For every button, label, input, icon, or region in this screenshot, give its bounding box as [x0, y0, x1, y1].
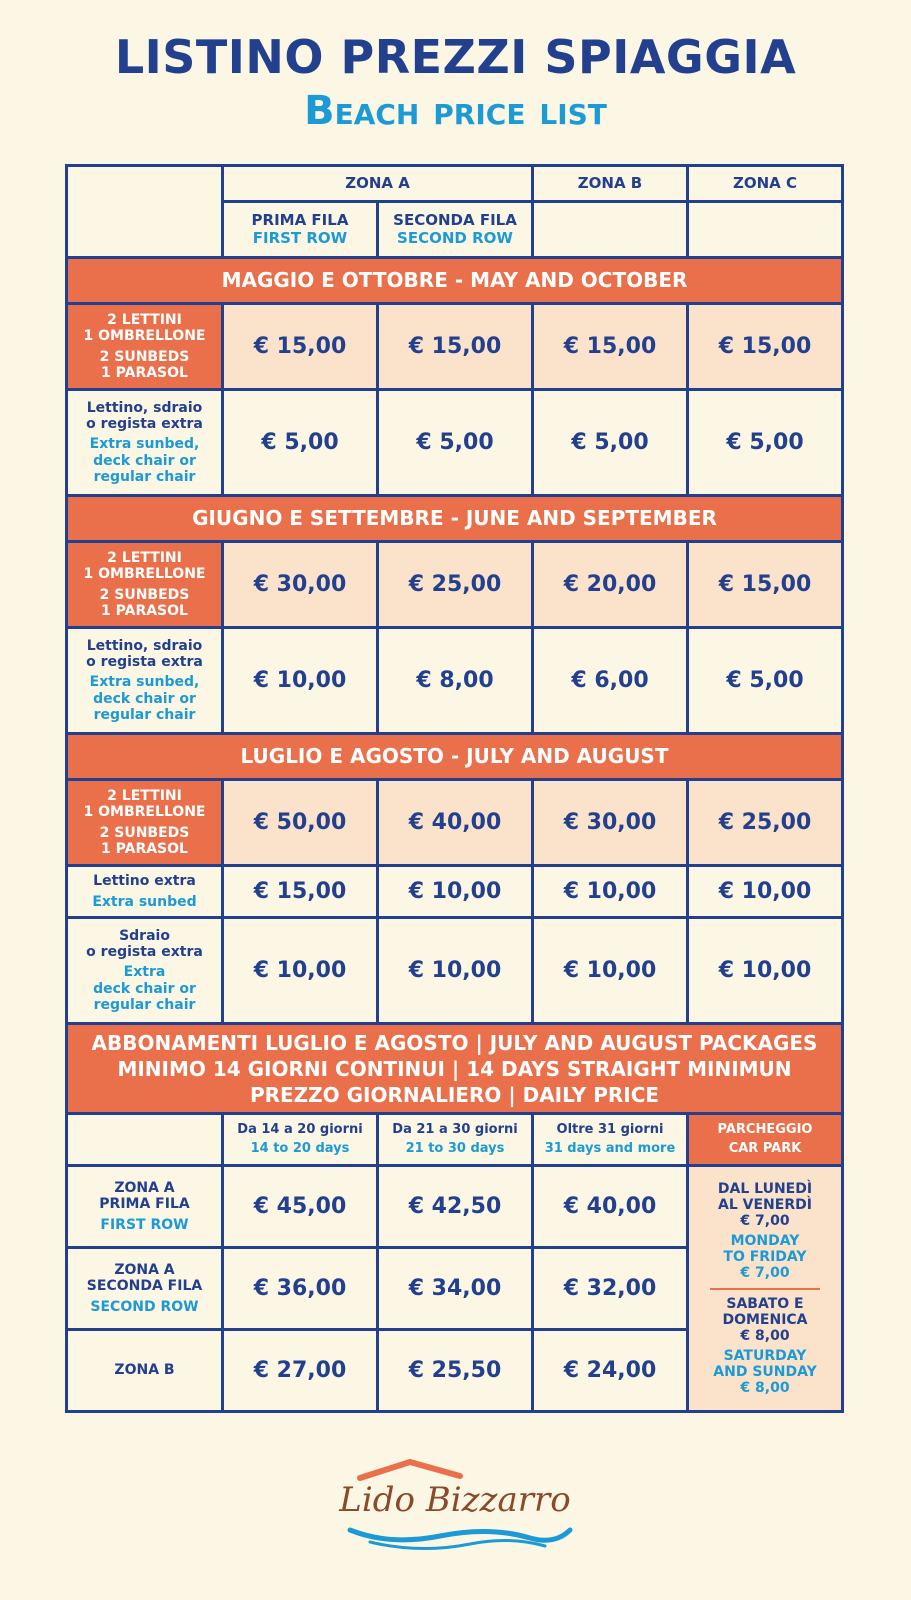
first-row-header — [223, 202, 378, 258]
label-line: Extra sunbed, — [89, 674, 200, 691]
label-line: Extra sunbed — [92, 893, 197, 910]
price-cell: € 10,00 — [533, 918, 688, 1024]
price-cell: € 25,00 — [688, 780, 843, 866]
label-line: SECOND ROW — [90, 1298, 199, 1315]
label-line: Lettino, sdraio — [86, 400, 203, 417]
label-line: 1 PARASOL — [101, 840, 188, 857]
label-line: 1 PARASOL — [101, 364, 188, 381]
parking-line: SATURDAY — [723, 1347, 807, 1364]
price-cell: € 25,00 — [378, 542, 533, 628]
price-cell: € 10,00 — [378, 866, 533, 918]
price-cell: € 36,00 — [223, 1248, 378, 1330]
price-cell: € 25,50 — [378, 1330, 533, 1412]
label-line: regular chair — [93, 468, 196, 485]
label-line: Lettino extra — [93, 873, 196, 890]
zone-a-header: ZONA A — [223, 166, 533, 202]
parking-prices — [688, 1166, 843, 1412]
label-line: 2 SUNBEDS — [99, 824, 190, 841]
label-line: deck chair or — [93, 980, 196, 997]
label-line: 2 LETTINI — [107, 312, 182, 329]
package-row-label — [67, 1166, 223, 1248]
price-cell: € 15,00 — [223, 304, 378, 390]
packages-corner — [67, 1114, 223, 1166]
parking-line: DOMENICA — [722, 1311, 808, 1328]
price-cell: € 15,00 — [378, 304, 533, 390]
price-cell: € 10,00 — [378, 918, 533, 1024]
packages-header — [67, 1024, 843, 1114]
price-cell: € 10,00 — [688, 918, 843, 1024]
price-cell: € 30,00 — [533, 780, 688, 866]
price-cell: € 42,50 — [378, 1166, 533, 1248]
package-row-label — [67, 1330, 223, 1412]
first-row-it: PRIMA FILA — [251, 211, 349, 230]
zone-b-header: ZONA B — [533, 166, 688, 202]
title-italian: LISTINO PREZZI SPIAGGIA — [114, 30, 797, 84]
label-line: regular chair — [93, 996, 196, 1013]
label-line: ZONA A — [114, 1262, 175, 1279]
price-cell: € 15,00 — [688, 304, 843, 390]
second-row-en: SECOND ROW — [397, 228, 513, 247]
price-cell: € 15,00 — [223, 866, 378, 918]
parking-line: MONDAY — [730, 1233, 800, 1250]
parking-line: € 7,00 — [740, 1265, 790, 1282]
duration-31-plus — [533, 1114, 688, 1166]
price-cell: € 40,00 — [378, 780, 533, 866]
label-chair — [67, 918, 223, 1024]
label-line: ZONA A — [114, 1180, 175, 1197]
price-cell: € 5,00 — [533, 390, 688, 496]
duration-en: 31 days and more — [544, 1140, 676, 1156]
parking-divider — [710, 1288, 820, 1290]
price-cell: € 6,00 — [533, 628, 688, 734]
price-cell: € 5,00 — [688, 628, 843, 734]
label-sunbed — [67, 866, 223, 918]
label-line: SECONDA FILA — [86, 1278, 203, 1295]
parking-header — [688, 1114, 843, 1166]
price-cell: € 8,00 — [378, 628, 533, 734]
label-extra — [67, 628, 223, 734]
label-set — [67, 780, 223, 866]
label-line: 2 SUNBEDS — [99, 348, 190, 365]
season-title-may-oct: MAGGIO E OTTOBRE - MAY AND OCTOBER — [67, 258, 843, 304]
label-line: 2 LETTINI — [107, 550, 182, 567]
label-set — [67, 542, 223, 628]
label-line: 1 PARASOL — [101, 602, 188, 619]
packages-line: ABBONAMENTI LUGLIO E AGOSTO | JULY AND AUGUST PACKAGES — [91, 1030, 818, 1055]
parking-line: TO FRIDAY — [723, 1249, 807, 1266]
price-cell: € 32,00 — [533, 1248, 688, 1330]
zone-c-header: ZONA C — [688, 166, 843, 202]
price-cell: € 10,00 — [688, 866, 843, 918]
duration-14-20 — [223, 1114, 378, 1166]
second-row-header — [378, 202, 533, 258]
price-cell: € 10,00 — [223, 918, 378, 1024]
duration-en: 21 to 30 days — [405, 1140, 505, 1156]
parking-it: PARCHEGGIO — [717, 1121, 813, 1137]
parking-line: € 7,00 — [740, 1213, 790, 1230]
label-line: 2 SUNBEDS — [99, 586, 190, 603]
label-line: regular chair — [93, 706, 196, 723]
title-english: Beach price list — [304, 88, 607, 134]
duration-it: Da 14 a 20 giorni — [237, 1121, 363, 1137]
parking-line: € 8,00 — [740, 1327, 790, 1344]
label-line: deck chair or — [93, 690, 196, 707]
label-line: Extra sunbed, — [89, 436, 200, 453]
label-line: deck chair or — [93, 452, 196, 469]
logo-text: Lido Bizzarro — [339, 1480, 571, 1520]
label-line: Sdraio — [119, 928, 170, 945]
price-cell: € 5,00 — [378, 390, 533, 496]
duration-en: 14 to 20 days — [250, 1140, 350, 1156]
label-line: 1 OMBRELLONE — [83, 804, 206, 821]
price-cell: € 5,00 — [223, 390, 378, 496]
label-line: PRIMA FILA — [99, 1196, 190, 1213]
second-row-it: SECONDA FILA — [393, 211, 517, 230]
zone-c-empty — [688, 202, 843, 258]
price-cell: € 15,00 — [688, 542, 843, 628]
label-line: o regista extra — [86, 944, 203, 961]
price-cell: € 50,00 — [223, 780, 378, 866]
price-cell: € 10,00 — [223, 628, 378, 734]
label-line: 2 LETTINI — [107, 788, 182, 805]
price-cell: € 40,00 — [533, 1166, 688, 1248]
lido-bizzarro-logo — [330, 1450, 580, 1560]
parking-line: DAL LUNEDÌ — [717, 1180, 813, 1197]
label-line: FIRST ROW — [100, 1216, 189, 1233]
price-cell: € 30,00 — [223, 542, 378, 628]
price-cell: € 27,00 — [223, 1330, 378, 1412]
zone-b-empty — [533, 202, 688, 258]
label-extra — [67, 390, 223, 496]
label-line: ZONA B — [114, 1362, 175, 1379]
duration-it: Da 21 a 30 giorni — [392, 1121, 518, 1137]
parking-line: AND SUNDAY — [713, 1363, 817, 1380]
corner-cell — [67, 166, 223, 258]
label-set — [67, 304, 223, 390]
price-table — [65, 164, 844, 1413]
price-cell: € 45,00 — [223, 1166, 378, 1248]
packages-line: PREZZO GIORNALIERO | DAILY PRICE — [249, 1082, 660, 1107]
label-line: o regista extra — [86, 654, 203, 671]
label-line: 1 OMBRELLONE — [83, 566, 206, 583]
duration-21-30 — [378, 1114, 533, 1166]
label-line: Extra — [123, 964, 166, 981]
season-title-jul-aug: LUGLIO E AGOSTO - JULY AND AUGUST — [67, 734, 843, 780]
price-cell: € 24,00 — [533, 1330, 688, 1412]
price-cell: € 20,00 — [533, 542, 688, 628]
price-cell: € 10,00 — [533, 866, 688, 918]
parking-line: SABATO E — [726, 1295, 804, 1312]
price-cell: € 34,00 — [378, 1248, 533, 1330]
parking-en: CAR PARK — [728, 1140, 802, 1156]
parking-line: AL VENERDÌ — [718, 1197, 812, 1214]
duration-it: Oltre 31 giorni — [556, 1121, 664, 1137]
label-line: Lettino, sdraio — [86, 638, 203, 655]
label-line: o regista extra — [86, 416, 203, 433]
parking-line: € 8,00 — [740, 1379, 790, 1396]
label-line: 1 OMBRELLONE — [83, 328, 206, 345]
price-cell: € 5,00 — [688, 390, 843, 496]
season-title-jun-sep: GIUGNO E SETTEMBRE - JUNE AND SEPTEMBER — [67, 496, 843, 542]
first-row-en: FIRST ROW — [252, 228, 348, 247]
price-cell: € 15,00 — [533, 304, 688, 390]
package-row-label — [67, 1248, 223, 1330]
packages-line: MINIMO 14 GIORNI CONTINUI | 14 DAYS STRAIGHT MINIMUN — [117, 1056, 792, 1081]
